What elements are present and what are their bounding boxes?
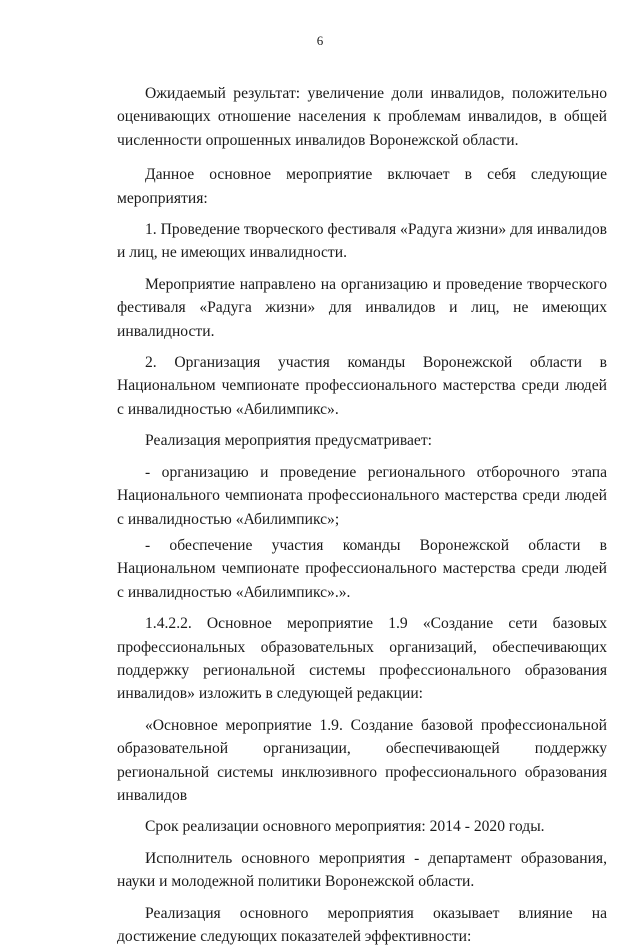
page-number: 6	[316, 33, 324, 48]
paragraph-main-activity-1-9: «Основное мероприятие 1.9. Создание базовой профессиональной образовательной организации, обеспечивающей поддержку региональной системы инклюзивного профессионального образования инвалидов	[117, 716, 607, 804]
paragraph-festival-item: 1. Проведение творческого фестиваля «Радуга жизни» для инвалидов и лиц, не имеющих инвалидности.	[117, 221, 607, 262]
paragraph-abilympics-item: 2. Организация участия команды Воронежской области в Национальном чемпионате профессионального мастерства среди людей с инвалидностью «Абилимпикс».	[117, 354, 607, 418]
document-body	[117, 82, 607, 951]
paragraph-regional-stage: - организацию и проведение регионального отборочного этапа Национального чемпионата профессионального мастерства среди людей с инвалидностью «Абилимпикс»;	[117, 463, 607, 528]
paragraph-executor: Исполнитель основного мероприятия - департамент образования, науки и молодежной политики Воронежской области.	[117, 849, 607, 891]
paragraph-section-1-4-2-2: 1.4.2.2. Основное мероприятие 1.9 «Создание сети базовых профессиональных образовательных организаций, обеспечивающих поддержку региональной системы профессионального образования инвалидов» изложить в следующей редакции:	[117, 615, 607, 703]
paragraph-efficiency-indicators: Реализация основного мероприятия оказывает влияние на достижение следующих показателей эффективности:	[117, 904, 607, 945]
paragraph-expected-result: Ожидаемый результат: увеличение доли инвалидов, положительно оценивающих отношение населения к проблемам инвалидов, в общей численности опрошенных инвалидов Воронежской области.	[117, 85, 607, 149]
paragraph-main-activity-includes: Данное основное мероприятие включает в себя следующие мероприятия:	[117, 166, 607, 207]
paragraph-implementation-period: Срок реализации основного мероприятия: 2014 - 2020 годы.	[145, 818, 545, 836]
paragraph-team-participation: - обеспечение участия команды Воронежской области в Национальном чемпионате профессионального мастерства среди людей с инвалидностью «Абилимпикс».».	[117, 536, 607, 601]
paragraph-festival-purpose: Мероприятие направлено на организацию и проведение творческого фестиваля «Радуга жизни» для инвалидов и лиц, не имеющих инвалидности.	[117, 275, 607, 340]
paragraph-implementation-provides: Реализация мероприятия предусматривает:	[145, 432, 432, 450]
